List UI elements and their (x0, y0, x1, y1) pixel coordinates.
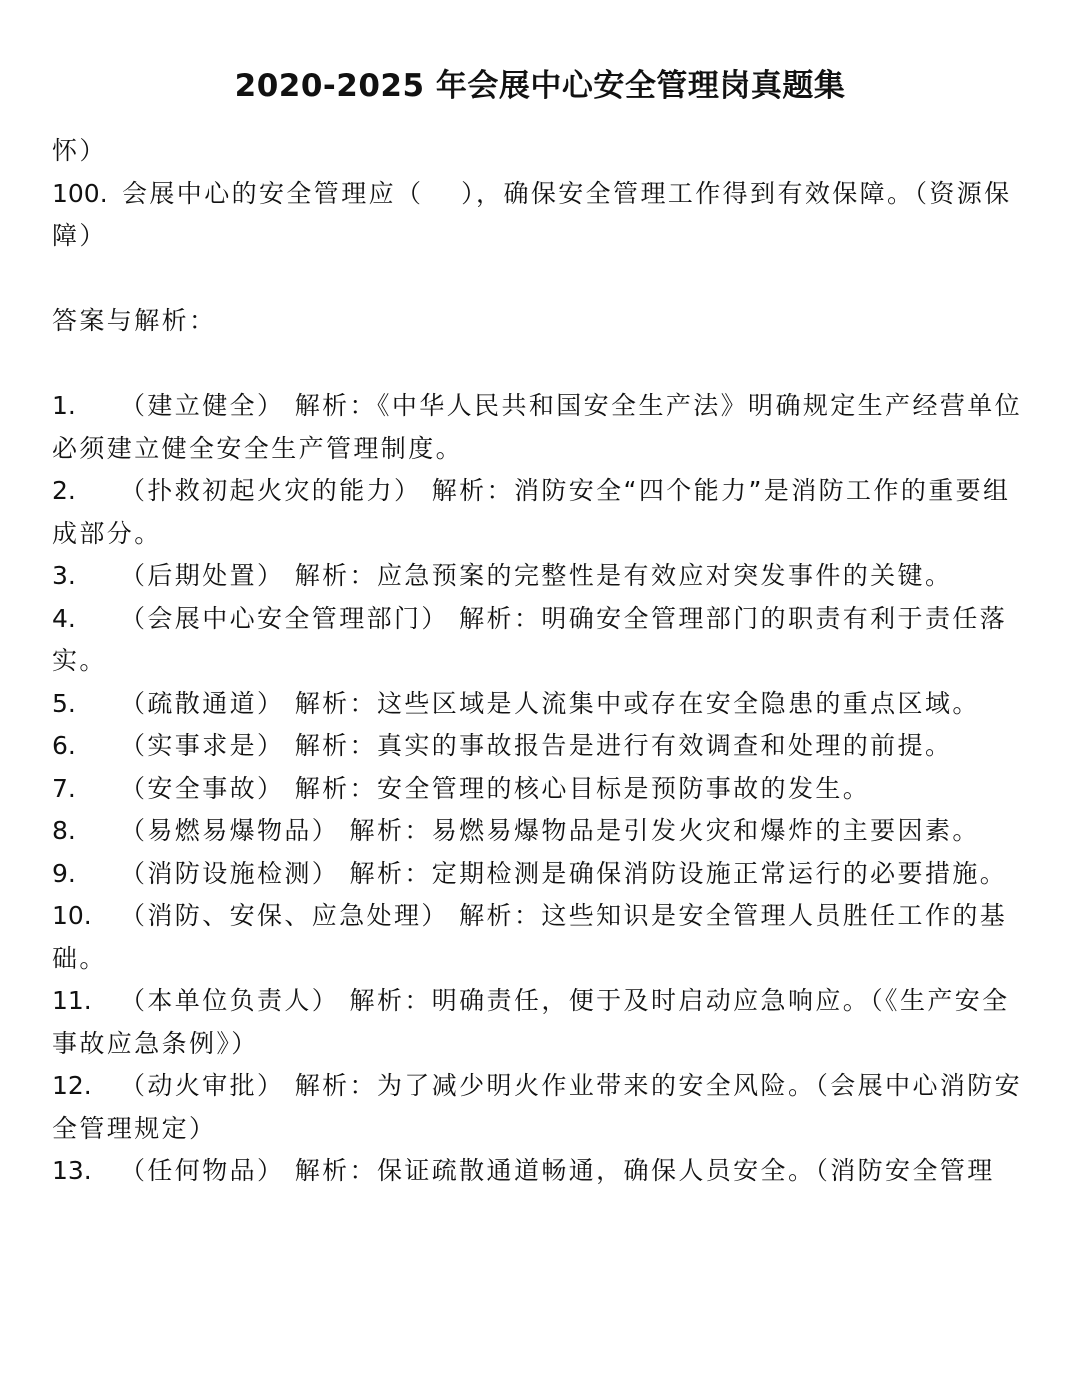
page-title: 2020-2025 年会展中心安全管理岗真题集 (234, 68, 846, 104)
answer-item (52, 385, 1028, 470)
answer-item (52, 1150, 1028, 1193)
answer-item (52, 683, 1028, 726)
spacer (52, 258, 1028, 301)
answer-text: （消防、安保、应急处理） 解析：这些知识是安全管理人员胜任工作的基础。 (52, 901, 1008, 973)
answer-number: 13. (52, 1156, 92, 1185)
answer-number: 4. (52, 603, 76, 633)
answer-number: 3. (52, 561, 76, 590)
answer-number: 11. (52, 986, 92, 1015)
answer-text: （实事求是） 解析：真实的事故报告是进行有效调查和处理的前提。 (120, 731, 953, 760)
answer-text: （后期处置） 解析：应急预案的完整性是有效应对突发事件的关键。 (120, 561, 953, 590)
question-text: 会展中心的安全管理应（ ），确保安全管理工作得到有效保障。（资源保障） (52, 178, 1012, 250)
answer-text: （本单位负责人） 解析：明确责任，便于及时启动应急响应。（《生产安全事故应急条例》） (52, 986, 1010, 1058)
answer-item (52, 555, 1028, 598)
answer-item (52, 853, 1028, 896)
answer-number: 12. (52, 1071, 92, 1100)
answer-number: 7. (52, 773, 76, 803)
answer-item (52, 725, 1028, 768)
question-100 (52, 173, 1028, 258)
answers-heading: 答案与解析： (52, 306, 217, 335)
answer-number: 9. (52, 858, 76, 888)
answer-item (52, 980, 1028, 1065)
answer-item (52, 598, 1028, 683)
answer-item (52, 1065, 1028, 1150)
answer-text: （安全事故） 解析：安全管理的核心目标是预防事故的发生。 (120, 773, 871, 803)
answer-text: （会展中心安全管理部门） 解析：明确安全管理部门的职责有利于责任落实。 (52, 603, 1008, 675)
answer-text: （建立健全） 解析：《中华人民共和国安全生产法》明确规定生产经营单位必须建立健全安全生产管理制度。 (52, 391, 1023, 463)
answer-number: 5. (52, 688, 76, 718)
spacer (52, 343, 1028, 386)
answer-item (52, 470, 1028, 555)
answer-number: 6. (52, 731, 76, 760)
answer-text: （任何物品） 解析：保证疏散通道畅通，确保人员安全。（消防安全管理 (120, 1156, 995, 1185)
answer-number: 1. (52, 391, 76, 420)
answer-number: 8. (52, 816, 76, 845)
answer-text: （消防设施检测） 解析：定期检测是确保消防设施正常运行的必要措施。 (120, 858, 1008, 888)
answer-item (52, 810, 1028, 853)
answer-text: （动火审批） 解析：为了减少明火作业带来的安全风险。（会展中心消防安全管理规定） (52, 1071, 1023, 1143)
answer-item (52, 895, 1028, 980)
document-body (52, 130, 1028, 1193)
answer-text: （疏散通道） 解析：这些区域是人流集中或存在安全隐患的重点区域。 (120, 688, 980, 718)
question-fragment: 怀） (52, 136, 107, 165)
question-number: 100. (52, 178, 108, 208)
answer-item (52, 768, 1028, 811)
answer-number: 10. (52, 901, 92, 930)
answer-number: 2. (52, 476, 76, 505)
answer-text: （易燃易爆物品） 解析：易燃易爆物品是引发火灾和爆炸的主要因素。 (120, 816, 980, 845)
answer-text: （扑救初起火灾的能力） 解析：消防安全“四个能力”是消防工作的重要组成部分。 (52, 476, 1011, 548)
